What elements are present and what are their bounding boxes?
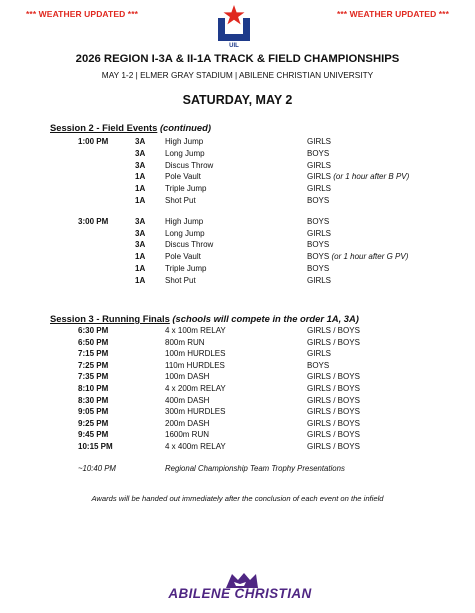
event-gender: GIRLS — [307, 275, 332, 285]
event-name: Discus Throw — [165, 160, 214, 170]
event-name: Triple Jump — [165, 184, 207, 194]
session2-note: (continued) — [159, 122, 211, 133]
final-gender: GIRLS / BOYS — [307, 418, 360, 428]
running-final-row — [0, 406, 475, 417]
event-gender: BOYS — [307, 240, 330, 250]
final-event: 800m RUN — [165, 337, 205, 347]
weather-banner-left: *** WEATHER UPDATED *** — [26, 9, 139, 19]
running-final-row — [0, 383, 475, 394]
running-final-row — [0, 348, 475, 359]
event-gender: BOYS — [307, 148, 330, 158]
event-gender-with-note — [307, 171, 409, 182]
running-final-row — [0, 418, 475, 429]
session2-heading — [50, 122, 211, 133]
event-class: 3A — [135, 216, 146, 226]
uil-logo-text: UIL — [229, 43, 239, 48]
event-time: 3:00 PM — [78, 216, 109, 226]
event-gender: BOYS — [307, 196, 330, 205]
final-event: 4 x 100m RELAY — [165, 326, 226, 335]
weather-banner-right: *** WEATHER UPDATED *** — [336, 9, 449, 19]
event-name: High Jump — [165, 137, 204, 146]
event-gender-with-note — [307, 251, 408, 262]
field-event-row — [0, 228, 475, 239]
running-final-row — [0, 441, 475, 452]
event-class: 1A — [135, 184, 146, 194]
event-note: (or 1 hour after G PV) — [331, 252, 409, 262]
running-final-row — [0, 395, 475, 406]
final-time: 8:30 PM — [78, 395, 109, 405]
event-class: 1A — [135, 275, 146, 285]
final-event: 4 x 200m RELAY — [165, 384, 226, 393]
final-event: 1600m RUN — [165, 430, 210, 440]
session3-heading — [50, 313, 359, 324]
field-event-row — [0, 239, 475, 250]
final-event: 300m HURDLES — [165, 407, 226, 417]
final-gender: GIRLS / BOYS — [307, 337, 360, 347]
final-time: 9:45 PM — [78, 430, 109, 440]
field-event-row — [0, 171, 475, 182]
uil-star-icon — [224, 5, 245, 24]
event-gender: GIRLS — [307, 160, 332, 170]
final-time: 9:05 PM — [78, 407, 109, 417]
final-time: 10:15 PM — [78, 442, 113, 451]
final-gender: GIRLS / BOYS — [307, 395, 360, 405]
final-gender: GIRLS / BOYS — [307, 326, 360, 335]
event-gender: BOYS — [307, 216, 330, 226]
final-gender: GIRLS / BOYS — [307, 384, 360, 393]
event-time: 1:00 PM — [78, 137, 109, 146]
running-final-row — [0, 371, 475, 382]
field-event-row — [0, 216, 475, 227]
final-event: 100m HURDLES — [165, 349, 226, 359]
running-final-row — [0, 325, 475, 336]
event-name: Shot Put — [165, 196, 196, 205]
session2-title: Session 2 - Field Events — [50, 122, 158, 133]
final-time: 7:35 PM — [78, 372, 109, 382]
final-gender: GIRLS / BOYS — [307, 407, 360, 417]
page-subtitle: MAY 1-2 | ELMER GRAY STADIUM | ABILENE CHRISTIAN UNIVERSITY — [101, 70, 374, 80]
final-event: 4 x 400m RELAY — [165, 442, 226, 451]
event-gender: GIRLS — [307, 137, 332, 146]
final-event: 100m DASH — [165, 372, 210, 382]
final-time: 9:25 PM — [78, 418, 109, 428]
final-event: 400m DASH — [165, 395, 210, 405]
event-gender: GIRLS — [307, 228, 332, 238]
final-time: 6:50 PM — [78, 337, 109, 347]
event-class: 3A — [135, 240, 146, 250]
field-event-row — [0, 148, 475, 159]
running-final-row — [0, 429, 475, 440]
event-name: Pole Vault — [165, 172, 201, 182]
event-name: Triple Jump — [165, 264, 207, 273]
running-final-row — [0, 337, 475, 348]
final-event: 200m DASH — [165, 418, 210, 428]
event-class: 1A — [135, 172, 146, 182]
field-event-row — [0, 160, 475, 171]
final-time: 7:25 PM — [78, 360, 109, 370]
final-gender: BOYS — [307, 360, 330, 370]
trophy-time: ~10:40 PM — [78, 464, 116, 473]
session3-title: Session 3 - Running Finals — [50, 313, 170, 324]
event-name: Pole Vault — [165, 252, 201, 262]
event-note: (or 1 hour after B PV) — [333, 172, 410, 182]
trophy-row — [0, 463, 475, 474]
awards-note: Awards will be handed out immediately after the conclusion of each event on the infield — [91, 494, 384, 503]
day-heading: SATURDAY, MAY 2 — [182, 93, 293, 107]
final-time: 6:30 PM — [78, 326, 109, 335]
event-class: 1A — [135, 196, 146, 205]
event-class: 3A — [135, 228, 146, 238]
running-final-row — [0, 360, 475, 371]
session3-note: (schools will compete in the order 1A, 3A) — [172, 313, 359, 324]
final-time: 8:10 PM — [78, 384, 109, 393]
event-class: 3A — [135, 160, 146, 170]
event-name: High Jump — [165, 216, 204, 226]
final-time: 7:15 PM — [78, 349, 109, 359]
field-event-row — [0, 263, 475, 274]
event-name: Long Jump — [165, 148, 205, 158]
event-name: Discus Throw — [165, 240, 214, 250]
field-event-row — [0, 275, 475, 286]
event-gender: BOYS — [307, 264, 330, 273]
final-gender: GIRLS / BOYS — [307, 442, 360, 451]
event-class: 1A — [135, 252, 146, 262]
final-gender: GIRLS / BOYS — [307, 372, 360, 382]
trophy-text: Regional Championship Team Trophy Presentations — [165, 464, 345, 473]
field-event-row — [0, 251, 475, 262]
page-title: 2026 REGION I-3A & II-1A TRACK & FIELD CHAMPIONSHIPS — [75, 53, 400, 65]
event-name: Shot Put — [165, 275, 196, 285]
final-event: 110m HURDLES — [165, 360, 225, 370]
final-gender: GIRLS — [307, 349, 332, 359]
field-event-row — [0, 183, 475, 194]
final-gender: GIRLS / BOYS — [307, 430, 360, 440]
field-event-row — [0, 136, 475, 147]
event-gender: GIRLS — [307, 184, 332, 194]
event-class: 3A — [135, 148, 146, 158]
acu-wordmark: ABILENE CHRISTIAN — [168, 586, 312, 601]
uil-logo — [208, 4, 260, 48]
field-event-row — [0, 195, 475, 206]
event-name: Long Jump — [165, 228, 205, 238]
event-gender: BOYS — [307, 252, 330, 262]
event-gender: GIRLS — [307, 172, 332, 182]
event-class: 1A — [135, 264, 146, 273]
event-class: 3A — [135, 137, 146, 146]
